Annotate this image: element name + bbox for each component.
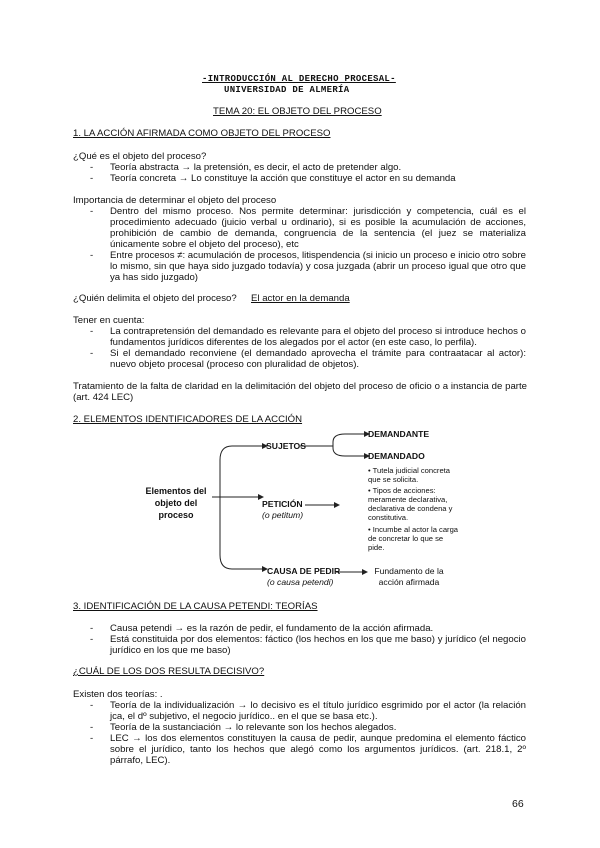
bullet-dash: - bbox=[90, 206, 94, 217]
bullet-dash: - bbox=[90, 162, 94, 173]
list-item: Entre procesos ≠: acumulación de procesos, litispendencia (si inicio un proceso e inicio otro sobre lo mismo, sin que haya sido juzgado todavía) y cosa juzgada (abrir un proceso igual que otro que ya has sido juzgado) bbox=[110, 250, 526, 283]
bullet-dash: - bbox=[90, 250, 94, 261]
diagram-root-label: Elementos del objeto del proceso bbox=[145, 486, 207, 520]
page-number: 66 bbox=[512, 798, 524, 810]
answer-who-delimits: El actor en la demanda bbox=[251, 293, 350, 304]
section2-heading: 2. ELEMENTOS IDENTIFICADORES DE LA ACCIÓN bbox=[73, 414, 303, 425]
list-item: Está constituida por dos elementos: fáctico (los hechos en los que me baso) y jurídico (el negocio jurídico en los que me baso) bbox=[110, 634, 526, 656]
consider-title: Tener en cuenta: bbox=[73, 315, 145, 326]
list-item: Causa petendi → es la razón de pedir, el fundamento de la acción afirmada. bbox=[110, 623, 434, 634]
diagram-peticion: PETICIÓN bbox=[262, 499, 303, 509]
list-item: Si el demandado reconviene (el demandado aprovecha el trámite para contraatacar al actor): nuevo objeto procesal (proceso con pluralidad de objetos). bbox=[110, 348, 526, 370]
bullet-dash: - bbox=[90, 722, 94, 733]
diagram-peticion-note: • Tutela judicial concreta que se solicita. bbox=[368, 466, 451, 484]
diagram-demandado: DEMANDADO bbox=[368, 451, 425, 461]
diagram-sujetos: SUJETOS bbox=[266, 441, 306, 451]
university-name: UNIVERSIDAD DE ALMERÍA bbox=[224, 85, 350, 95]
question-what-is: ¿Qué es el objeto del proceso? bbox=[73, 151, 207, 162]
diagram-causa-note: Fundamento de la acción afirmada bbox=[374, 566, 444, 587]
diagram-causa: CAUSA DE PEDIR bbox=[267, 566, 341, 576]
topic-title: TEMA 20: EL OBJETO DEL PROCESO bbox=[213, 106, 382, 117]
course-title: -INTRODUCCIÓN AL DERECHO PROCESAL- bbox=[202, 74, 396, 84]
diagram-peticion-note: • Tipos de acciones: meramente declarativa, declarativa de condena y constitutiva. bbox=[368, 486, 453, 522]
theories-intro: Existen dos teorías: . bbox=[73, 689, 163, 700]
bullet-dash: - bbox=[90, 623, 94, 634]
treatment-paragraph: Tratamiento de la falta de claridad en la delimitación del objeto del proceso de oficio o a instancia de parte (art. 424 LEC) bbox=[73, 381, 527, 403]
bullet-dash: - bbox=[90, 700, 94, 711]
section4-heading: ¿CUÁL DE LOS DOS RESULTA DECISIVO? bbox=[73, 666, 265, 677]
diagram-peticion-sub: (o petitum) bbox=[262, 510, 304, 520]
bullet-dash: - bbox=[90, 634, 94, 645]
bullet-dash: - bbox=[90, 733, 94, 744]
importance-title: Importancia de determinar el objeto del proceso bbox=[73, 195, 277, 206]
list-item: Dentro del mismo proceso. Nos permite determinar: jurisdicción y competencia, cuál es el procedimiento adecuado (juicio verbal u ordinario), si es posible la acumulación de acciones, prohibición de cambio de demanda, congruencia de la sentencia (el juez se materializa únicamente sobre el objeto del proceso), etc bbox=[110, 206, 526, 250]
diagram-causa-sub: (o causa petendi) bbox=[267, 577, 334, 587]
list-item: LEC → los dos elementos constituyen la causa de pedir, aunque predomina el elemento fáctico sobre el jurídico, tanto los hechos que alegó como los argumentos jurídicos. (art. 218.1, 2º párrafo, LEC). bbox=[110, 733, 526, 766]
section3-heading: 3. IDENTIFICACIÓN DE LA CAUSA PETENDI: TEORÍAS bbox=[73, 601, 318, 612]
section1-heading: 1. LA ACCIÓN AFIRMADA COMO OBJETO DEL PROCESO bbox=[73, 128, 331, 139]
list-item: La contrapretensión del demandado es relevante para el objeto del proceso si introduce hechos o fundamentos jurídicos diferentes de los alegados por el actor (en este caso, lo perfila). bbox=[110, 326, 526, 348]
bullet-dash: - bbox=[90, 326, 94, 337]
list-item: Teoría concreta → Lo constituye la acción que constituye el actor en su demanda bbox=[110, 173, 456, 184]
question-who-delimits: ¿Quién delimita el objeto del proceso? bbox=[73, 293, 237, 304]
diagram-peticion-note: • Incumbe al actor la carga de concretar lo que se pide. bbox=[368, 525, 459, 552]
diagram-demandante: DEMANDANTE bbox=[368, 429, 430, 439]
bullet-dash: - bbox=[90, 173, 94, 184]
list-item: Teoría abstracta → la pretensión, es decir, el acto de pretender algo. bbox=[110, 162, 402, 173]
list-item: Teoría de la individualización → lo decisivo es el título jurídico esgrimido por el actor (la relación jca, el dº subjetivo, el negocio jurídico.. en el que se basa etc.). bbox=[110, 700, 526, 722]
list-item: Teoría de la sustanciación → lo relevante son los hechos alegados. bbox=[110, 722, 397, 733]
bullet-dash: - bbox=[90, 348, 94, 359]
